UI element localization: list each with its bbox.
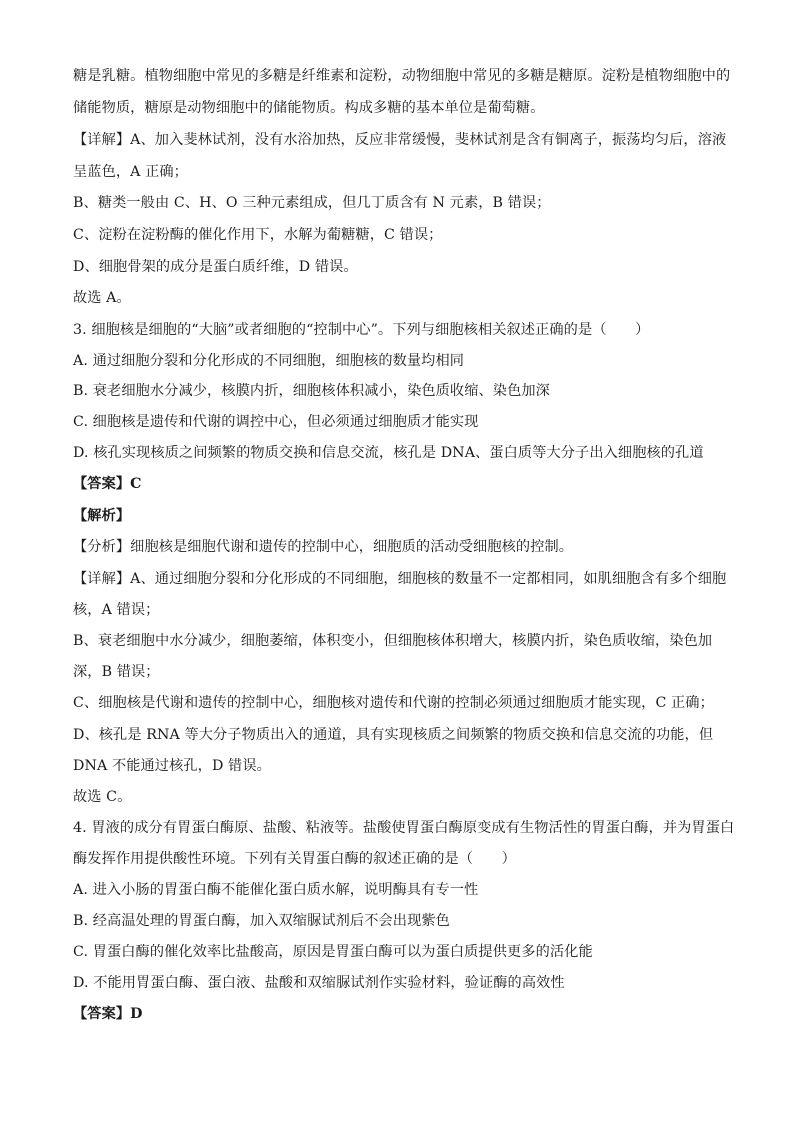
- option-a: A. 通过细胞分裂和分化形成的不同细胞，细胞核的数量均相同: [73, 353, 465, 369]
- text-line: B、糖类一般由 C、H、O 三种元素组成，但几丁质含有 N 元素，B 错误；: [73, 195, 551, 211]
- question-stem: 3. 细胞核是细胞的“大脑”或者细胞的“控制中心”。下列与细胞核相关叙述正确的是（ ）: [73, 322, 650, 338]
- option-c: C. 胃蛋白酶的催化效率比盐酸高，原因是胃蛋白酶可以为蛋白质提供更多的活化能: [73, 944, 593, 960]
- text-line: 酶发挥作用提供酸性环境。下列有关胃蛋白酶的叙述正确的是（ ）: [73, 851, 516, 867]
- text-line: 故选 C。: [73, 789, 132, 805]
- text-line: 故选 A。: [73, 290, 131, 306]
- text-line: 【分析】细胞核是细胞代谢和遗传的控制中心，细胞质的活动受细胞核的控制。: [73, 539, 574, 555]
- analysis-heading: 【解析】: [73, 508, 131, 524]
- option-d: D. 核孔实现核质之间频繁的物质交换和信息交流，核孔是 DNA、蛋白质等大分子出入细胞核的孔道: [73, 445, 704, 461]
- option-a: A. 进入小肠的胃蛋白酶不能催化蛋白质水解，说明酶具有专一性: [73, 882, 479, 898]
- text-line: 糖是乳糖。植物细胞中常见的多糖是纤维素和淀粉，动物细胞中常见的多糖是糖原。淀粉是植物细胞中的: [73, 68, 731, 84]
- option-b: B. 衰老细胞水分减少，核膜内折，细胞核体积减小，染色质收缩、染色加深: [73, 383, 550, 399]
- text-line: B、衰老细胞中水分减少，细胞萎缩，体积变小，但细胞核体积增大，核膜内折，染色质收缩，染色加: [73, 633, 713, 649]
- text-line: D、细胞骨架的成分是蛋白质纤维，D 错误。: [73, 259, 358, 275]
- question-stem: 4. 胃液的成分有胃蛋白酶原、盐酸、粘液等。盐酸使胃蛋白酶原变成有生物活性的胃蛋白酶，并为胃蛋白: [73, 820, 735, 836]
- answer-line: 【答案】C: [73, 476, 142, 492]
- option-d: D. 不能用胃蛋白酶、蛋白液、盐酸和双缩脲试剂作实验材料，验证酶的高效性: [73, 975, 565, 991]
- text-line: DNA 不能通过核孔，D 错误。: [73, 758, 271, 774]
- text-line: 核，A 错误；: [73, 602, 160, 618]
- text-line: 【详解】A、通过细胞分裂和分化形成的不同细胞，细胞核的数量不一定都相同，如肌细胞含有多个细胞: [73, 571, 727, 587]
- text-line: C、细胞核是代谢和遗传的控制中心，细胞核对遗传和代谢的控制必须通过细胞质才能实现，C 正确；: [73, 695, 714, 711]
- text-line: 深，B 错误；: [73, 664, 160, 680]
- text-line: 呈蓝色，A 正确；: [73, 164, 188, 180]
- text-line: 储能物质，糖原是动物细胞中的储能物质。构成多糖的基本单位是葡萄糖。: [73, 100, 545, 116]
- option-b: B. 经高温处理的胃蛋白酶，加入双缩脲试剂后不会出现紫色: [73, 913, 450, 929]
- answer-line: 【答案】D: [73, 1006, 143, 1022]
- text-line: 【详解】A、加入斐林试剂，没有水浴加热，反应非常缓慢，斐林试剂是含有铜离子，振荡均匀后，溶液: [73, 132, 727, 148]
- text-line: D、核孔是 RNA 等大分子物质出入的通道，具有实现核质之间频繁的物质交换和信息交流的功能，但: [73, 727, 714, 743]
- text-line: C、淀粉在淀粉酶的催化作用下，水解为葡糖糖，C 错误；: [73, 227, 443, 243]
- option-c: C. 细胞核是遗传和代谢的调控中心，但必须通过细胞质才能实现: [73, 414, 479, 430]
